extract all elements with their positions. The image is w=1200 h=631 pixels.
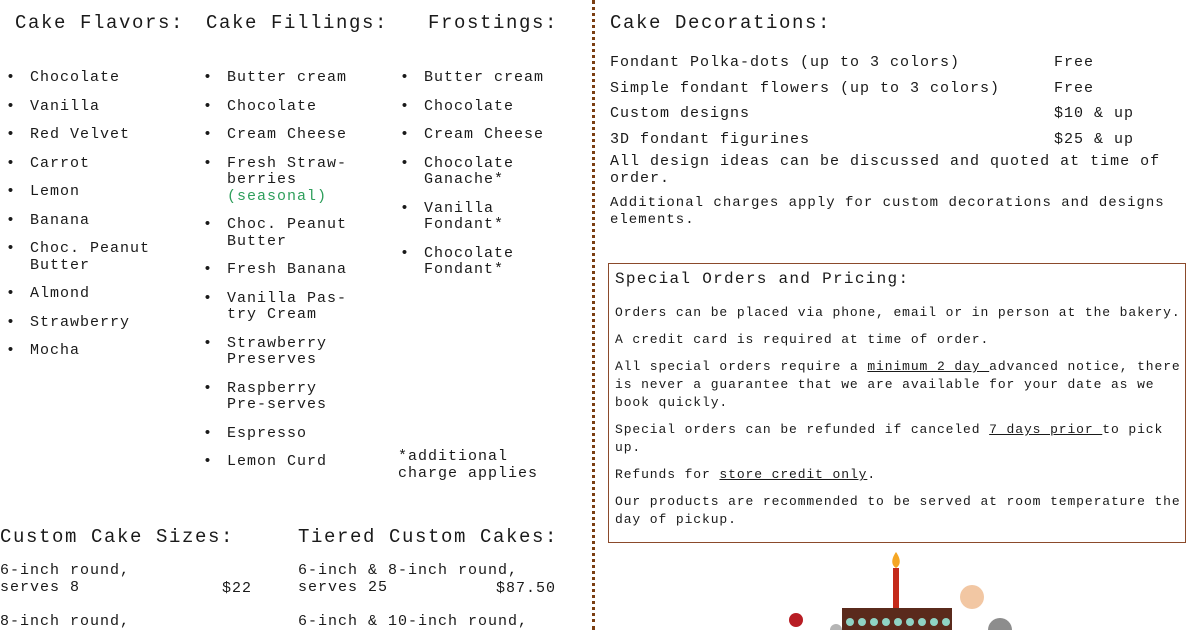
decoration-name: Simple fondant flowers (up to 3 colors) [610, 79, 1001, 97]
list-item: • Almond [4, 286, 184, 303]
size-row-1-price: $22 [222, 580, 253, 597]
decoration-name: Custom designs [610, 105, 751, 123]
decor-dot-peach [960, 585, 984, 609]
p4-text-a: Special orders can be refunded if canceled [615, 422, 990, 437]
list-item: • Fresh Banana [201, 262, 381, 279]
seasonal-note: (seasonal) [227, 187, 328, 205]
frostings-list [398, 70, 568, 291]
special-orders-box [608, 263, 1186, 543]
decorations-note-2: Additional charges apply for custom decorations and designs elements. [610, 195, 1165, 228]
decoration-price: $10 & up [1054, 105, 1135, 123]
list-item: • Lemon [4, 184, 184, 201]
cake-dots-icon [846, 618, 950, 626]
size-row-2-line-1: 8-inch round, [0, 613, 131, 630]
list-item: • Chocolate Ganache* [398, 156, 534, 189]
decoration-name: 3D fondant figurines [610, 130, 811, 148]
list-item: • Lemon Curd [201, 454, 381, 471]
list-item: • Cream Cheese [201, 127, 381, 144]
list-item: • Mocha [4, 343, 184, 360]
list-item: • Strawberry Preserves [201, 336, 357, 369]
list-item [201, 156, 357, 206]
p3-text-a: All special orders require a [615, 359, 868, 374]
list-item: • Strawberry [4, 315, 184, 332]
list-item: • Choc. Peanut Butter [201, 217, 357, 250]
decoration-row [610, 127, 1134, 153]
list-item: • Raspberry Pre-serves [201, 381, 357, 414]
list-item: • Choc. Peanut Butter [4, 241, 160, 274]
p4-text-b: to pick up. [615, 422, 1164, 455]
p5-text-b: . [867, 467, 877, 482]
column-divider [592, 0, 595, 630]
list-item: • Butter cream [398, 70, 568, 87]
candle-icon [893, 568, 899, 608]
tiered-row-2-line-1: 6-inch & 10-inch round, [298, 613, 529, 630]
list-item: • Vanilla [4, 99, 184, 116]
flavors-list [4, 70, 184, 372]
decor-dot-light [830, 624, 842, 630]
size-row-1-line-2: serves 8 [0, 579, 81, 596]
frostings-footnote: *additional charge applies [398, 448, 539, 482]
list-item: • Banana [4, 213, 184, 230]
decoration-row [610, 50, 1134, 76]
filling-label: Fresh Straw-berries [227, 154, 348, 188]
decor-dot-gray [988, 618, 1012, 630]
tiered-row-1-line-2: serves 25 [298, 579, 389, 596]
tiered-row-1-price: $87.50 [496, 580, 557, 597]
list-item: • Vanilla Pas-try Cream [201, 291, 357, 324]
special-orders-p2: A credit card is required at time of order. [615, 332, 990, 347]
cake-illustration [770, 548, 1030, 630]
p5-text-a: Refunds for [615, 467, 720, 482]
list-item: • Carrot [4, 156, 184, 173]
list-item: • Cream Cheese [398, 127, 568, 144]
special-orders-p1: Orders can be placed via phone, email or in person at the bakery. [615, 305, 1181, 320]
decorations-heading: Cake Decorations: [610, 12, 832, 34]
decoration-price: Free [1054, 79, 1095, 97]
p3-text-b: advanced notice, there is never a guarantee that we are available for your date as we book quickly. [615, 359, 1181, 410]
fillings-heading: Cake Fillings: [206, 12, 389, 34]
tiered-row-1-line-1: 6-inch & 8-inch round, [298, 562, 519, 579]
p5-underlined: store credit only [719, 467, 868, 482]
list-item: • Chocolate [398, 99, 568, 116]
list-item: • Chocolate [4, 70, 184, 87]
size-row-1-line-1: 6-inch round, [0, 562, 131, 579]
special-orders-p6: Our products are recommended to be served at room temperature the day of pickup. [615, 494, 1181, 527]
fillings-list [201, 70, 381, 483]
decoration-name: Fondant Polka-dots (up to 3 colors) [610, 54, 961, 72]
list-item: • Red Velvet [4, 127, 184, 144]
p4-underlined: 7 days prior [989, 422, 1103, 437]
flavors-heading: Cake Flavors: [15, 12, 185, 34]
list-item: • Espresso [201, 426, 381, 443]
sizes-heading: Custom Cake Sizes: [0, 526, 235, 548]
tiered-heading: Tiered Custom Cakes: [298, 526, 559, 548]
decoration-row [610, 76, 1134, 102]
special-orders-p5 [615, 466, 1181, 484]
p3-underlined: minimum 2 day [867, 359, 990, 374]
decor-dot-red [789, 613, 803, 627]
list-item: • Butter cream [201, 70, 381, 87]
decoration-price: $25 & up [1054, 130, 1135, 148]
decoration-row [610, 101, 1134, 127]
list-item: • Chocolate [201, 99, 381, 116]
decoration-price: Free [1054, 54, 1095, 72]
special-orders-p3 [615, 358, 1181, 412]
special-orders-heading: Special Orders and Pricing: [615, 270, 910, 288]
list-item: • Vanilla Fondant* [398, 201, 534, 234]
frostings-heading: Frostings: [428, 12, 559, 34]
flame-icon [892, 552, 900, 568]
decorations-table [610, 50, 1134, 152]
list-item: • Chocolate Fondant* [398, 246, 534, 279]
special-orders-p4 [615, 421, 1181, 457]
decorations-note-1: All design ideas can be discussed and quoted at time of order. [610, 153, 1161, 187]
